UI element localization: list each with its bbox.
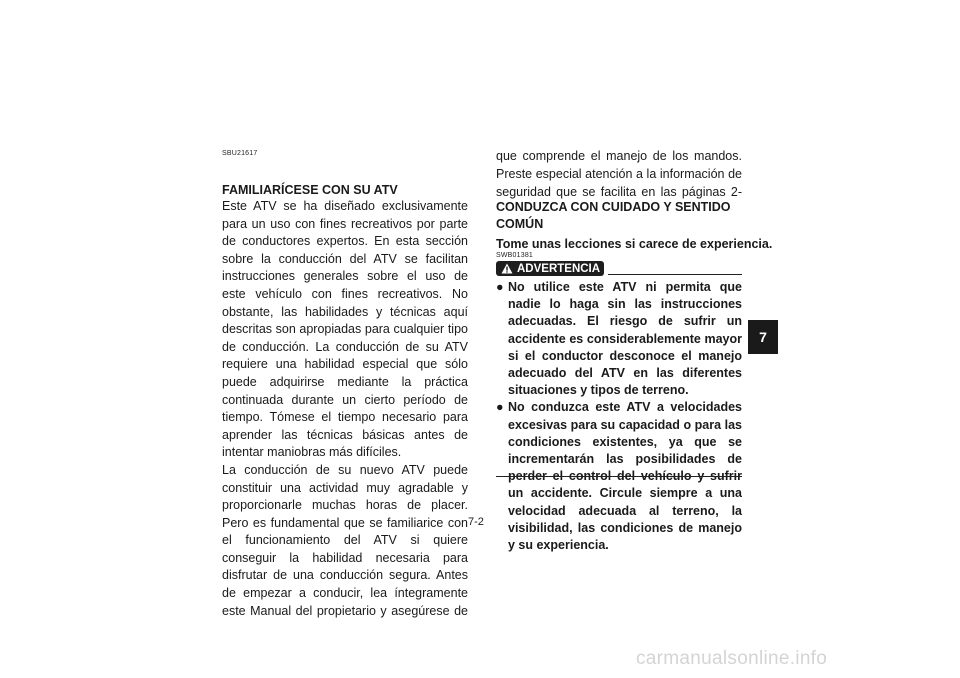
watermark: carmanualsonline.info [636, 648, 828, 669]
left-body-text [222, 198, 468, 618]
warning-rule [608, 274, 742, 275]
warning-triangle-icon [501, 263, 513, 274]
warning-bottom-rule [496, 476, 742, 477]
page-number: 7-2 [468, 516, 484, 528]
continued-paragraph-text: que comprende el manejo de los mandos. Preste especial atención a la información de seguridad que se facilita en las páginas 2- [496, 149, 742, 199]
second-paragraph-text: La conducción de su nuevo ATV puede constituir una actividad muy agradable y proporcionarle muchas horas de placer. Pero es fundamental que se familiarice con el funcionamiento del ATV si quiere conseguir la habilidad necesaria para disfrutar de una conducción segura. Antes de empezar a conducir, lea íntegramente este Manual del propietario y asegúrese de [222, 462, 468, 618]
lessons-subheading: Tome unas lecciones si carece de experiencia. [496, 237, 773, 251]
bullet-icon: ● [496, 400, 504, 415]
section-heading: FAMILIARÍCESE CON SU ATV [222, 183, 398, 197]
warning-item-text: No utilice este ATV ni permita que nadie lo haga sin las instrucciones adecuadas. El riesgo de sufrir un accidente es considerablemente mayor si el conductor desconoce el manejo adecuado del ATV en las diferentes situaciones y tipos de terreno. [508, 280, 742, 398]
warning-list [496, 279, 742, 554]
right-continuation-text [496, 146, 742, 199]
chapter-tab: 7 [748, 320, 778, 354]
warning-header [496, 261, 742, 277]
continuation-inner [496, 146, 742, 199]
intro-paragraph: Este ATV se ha diseñado exclusivamente para un uso con fines recreativos por parte de conductores expertos. En esta sección sobre la conducción del ATV se facilitan instrucciones generales sobre el uso de este vehículo con fines recreativos. No obstante, las habilidades y técnicas aquí descritas son apropiadas para cualquier tipo de conducción. La conducción de su ATV requiere una habilidad especial que sólo puede adquirirse mediante la práctica continuada durante un cierto período de tiempo. Tómese el tiempo necesario para aprender las técnicas básicas antes de intentar maniobras más difíciles. [222, 199, 468, 460]
ride-heading: CONDUZCA CON CUIDADO Y SENTIDO COMÚN [496, 200, 731, 231]
warning-item-text: No conduzca este ATV a velocidades excesivas para su capacidad o para las condiciones existentes, ya que se incrementarán las posibilidades de perder el control del vehículo y sufrir un accidente. Circule siempre a una velocidad adecuada al terreno, la visibilidad, las condiciones de manejo y su experiencia. [508, 400, 742, 553]
bullet-icon: ● [496, 280, 504, 294]
warning-code: SWB01381 [496, 252, 534, 259]
section-code: SBU21617 [222, 150, 258, 157]
warning-badge [496, 261, 604, 276]
second-paragraph [222, 462, 468, 618]
warning-label: ADVERTENCIA [517, 262, 601, 275]
warning-item [496, 279, 742, 399]
